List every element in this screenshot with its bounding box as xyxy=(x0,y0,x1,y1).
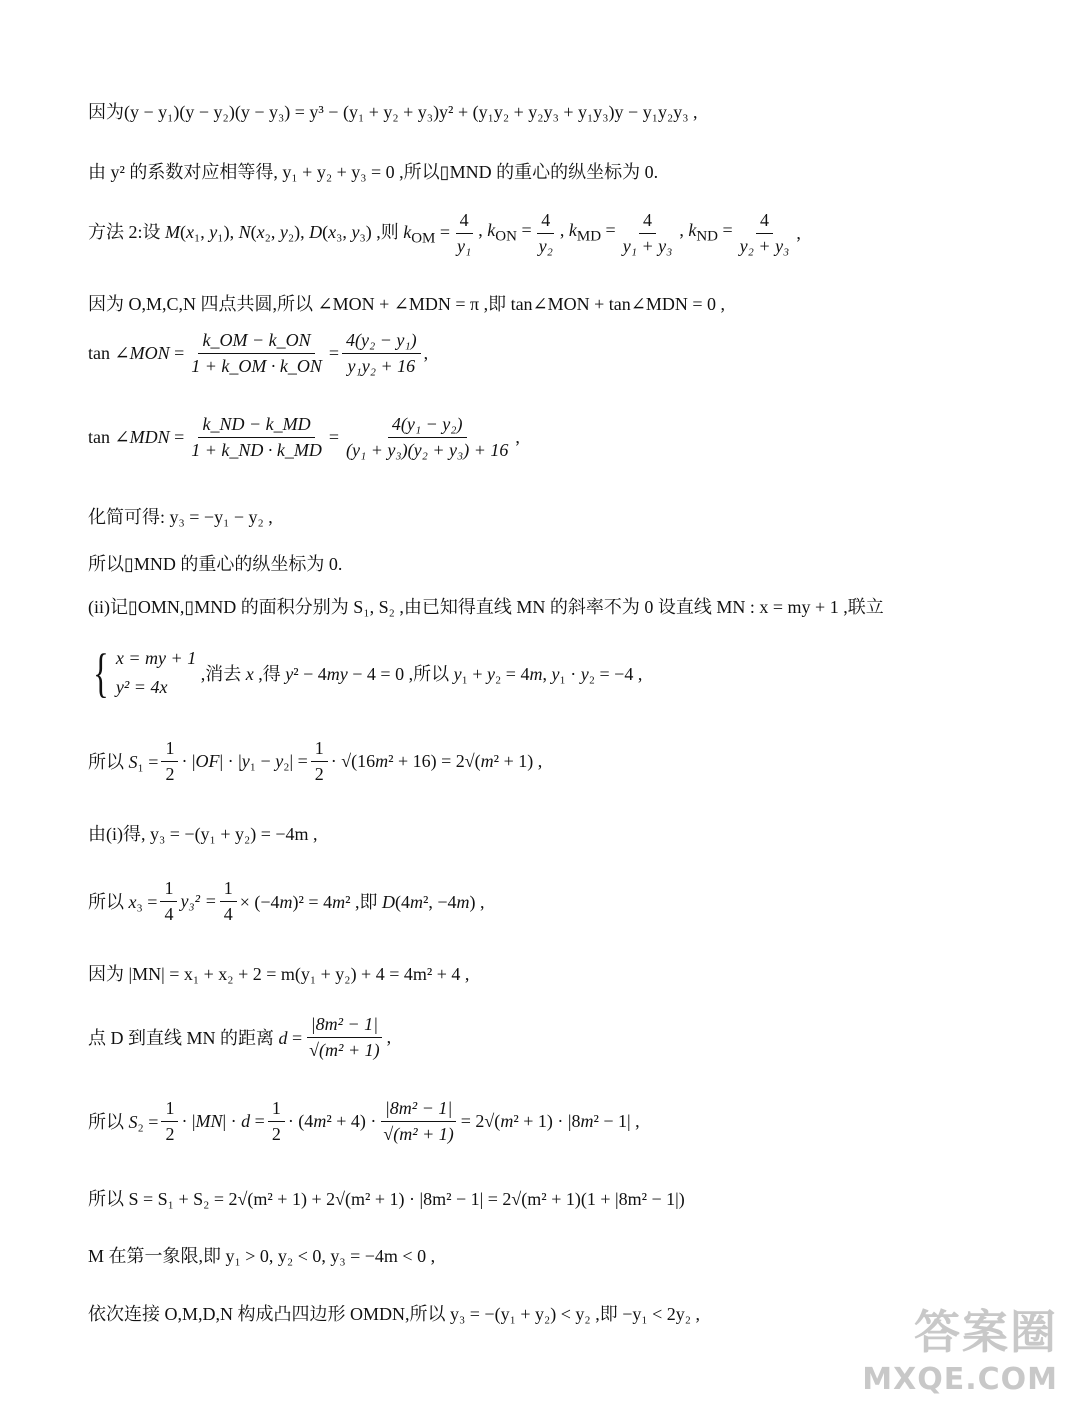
line-12-text: 由(i)得, y₃ = −(y₁ + y₂) = −4m , xyxy=(88,824,318,844)
frac-quarter-2-num: 1 xyxy=(220,878,237,902)
frac-tan-mon-2 xyxy=(342,330,421,376)
frac-half-3 xyxy=(161,1098,178,1144)
line-8-text: 所以▯MND 的重心的纵坐标为 0. xyxy=(88,554,343,574)
frac-kmd-num: 4 xyxy=(639,210,656,234)
frac-half-2-num: 1 xyxy=(311,738,328,762)
solution-line-9 xyxy=(88,593,884,619)
frac-knd-den: y₂ + y₃ xyxy=(739,235,790,256)
solution-line-1 xyxy=(88,98,698,124)
solution-line-6: tan ∠MDN = $\frac{k\_ND - k\_MD}{1 + k\_ND \cdot k\_MD}$ = $\frac{\text{4(y₁ − y₂)}}{\text{(y₁ + y₃)(y₂ + y₃) + 16}}$ , xyxy=(88,414,520,460)
line-19-text: 依次连接 O,M,D,N 构成凸四边形 OMDN,所以 y₃ = −(y₁ + y₂) < y₂ ,即 −y₁ < 2y₂ , xyxy=(88,1304,701,1324)
frac-kmd xyxy=(619,210,677,256)
frac-tan-mon-2-num: 4(y₂ − y₁) xyxy=(342,330,421,354)
frac-quarter-1 xyxy=(160,878,177,924)
system-rows xyxy=(116,644,196,702)
solution-line-12 xyxy=(88,820,318,846)
line-2-text: 由 y² 的系数对应相等得, y₁ + y₂ + y₃ = 0 ,所以▯MND 的重心的纵坐标为 0. xyxy=(88,162,659,182)
frac-half-4-num: 1 xyxy=(268,1098,285,1122)
frac-half-2-den: 2 xyxy=(314,763,324,784)
frac-kon-num: 4 xyxy=(537,210,554,234)
frac-tan-mdn-2-den: (y₁ + y₃)(y₂ + y₃) + 16 xyxy=(346,439,509,460)
frac-distance-den: √(m² + 1) xyxy=(309,1039,380,1060)
frac-tan-mon-1-den: 1 + k_OM · k_ON xyxy=(191,355,322,376)
frac-half-3-num: 1 xyxy=(161,1098,178,1122)
frac-distance xyxy=(305,1014,383,1060)
line-7-text: 化简可得: y₃ = −y₁ − y₂ , xyxy=(88,507,273,527)
system-row-2: y² = 4x xyxy=(115,676,168,697)
system-row-1: x = my + 1 xyxy=(115,648,197,668)
frac-kon xyxy=(535,210,557,256)
frac-half-4-den: 2 xyxy=(271,1123,281,1144)
solution-line-17 xyxy=(88,1185,685,1211)
frac-s2-den: √(m² + 1) xyxy=(383,1123,454,1144)
frac-s2-num: |8m² − 1| xyxy=(381,1098,456,1122)
frac-half-3-den: 2 xyxy=(165,1123,175,1144)
solution-line-16: 所以 S₂ = $\frac{1}{2}$ · |MN| · d = $\frac{1}{2}$ · (4m² + 4) · $\frac{\text{|8m² − 1|}}{\text{√(m² + 1)}}$ = 2√(m² + 1) · |8m² − 1| , xyxy=(88,1098,640,1144)
frac-knd-num: 4 xyxy=(756,210,773,234)
solution-line-19 xyxy=(88,1300,700,1326)
line-9-text: (ii)记▯OMN,▯MND 的面积分别为 S₁, S₂ ,由已知得直线 MN 的斜率不为 0 设直线 MN : x = my + 1 ,联立 xyxy=(88,597,884,617)
line-10-rest: ,消去 x ,得 y² − 4my − 4 = 0 ,所以 y₁ + y₂ = 4m, y₁ · y₂ = −4 , xyxy=(196,663,643,684)
frac-tan-mon-1-num: k_OM − k_ON xyxy=(198,330,314,354)
frac-tan-mon-1 xyxy=(187,330,326,376)
line-4-text: 因为 O,M,C,N 四点共圆,所以 ∠MON + ∠MDN = π ,即 tan∠MON + tan∠MDN = 0 , xyxy=(88,294,726,314)
frac-half-4 xyxy=(268,1098,285,1144)
watermark-logo-text: 答案圈 xyxy=(914,1305,1058,1359)
frac-half-1-num: 1 xyxy=(161,738,178,762)
solution-line-14 xyxy=(88,960,469,986)
line-14-text: 因为 |MN| = x₁ + x₂ + 2 = m(y₁ + y₂) + 4 = 4m² + 4 , xyxy=(88,964,470,984)
solution-line-11: 所以 S₁ = $\frac{1}{2}$ · |OF| · |y₁ − y₂| = $\frac{1}{2}$ · √(16m² + 16) = 2√(m² + 1) , xyxy=(88,738,543,784)
frac-quarter-1-num: 1 xyxy=(160,878,177,902)
solution-line-3: 方法 2:设 M(x₁, y₁), N(x₂, y₂), D(x₃, y₃) ,则 $k_{OM}$ = $\frac{4}{\text{y₁}}$ , $k_{ON}$ = $\frac{4}{\text{y₂}}$ , $k_{MD}$ = $\frac{4}{\text{y₁ + y₃}}$ , $k_{ND}$ = $\frac{4}{\text{y₂ + y₃}}$ , xyxy=(88,210,801,256)
line-17-text: 所以 S = S₁ + S₂ = 2√(m² + 1) + 2√(m² + 1) · |8m² − 1| = 2√(m² + 1)(1 + |8m² − 1|) xyxy=(88,1189,685,1209)
frac-kmd-den: y₁ + y₃ xyxy=(622,235,673,256)
solution-line-2 xyxy=(88,158,658,184)
frac-half-1 xyxy=(161,738,178,784)
frac-knd xyxy=(736,210,794,256)
frac-tan-mdn-1-num: k_ND − k_MD xyxy=(198,414,314,438)
solution-line-18 xyxy=(88,1242,435,1268)
frac-quarter-2 xyxy=(220,878,237,924)
frac-half-2 xyxy=(311,738,328,784)
watermark-domain: MXQE.COM xyxy=(862,1362,1058,1397)
solution-line-13: 所以 x₃ = $\frac{1}{4}$ y₃² = $\frac{1}{4}$ × (−4m)² = 4m² ,即 D(4m², −4m) , xyxy=(88,878,485,924)
frac-half-1-den: 2 xyxy=(165,763,175,784)
frac-quarter-2-den: 4 xyxy=(223,903,233,924)
frac-s2 xyxy=(379,1098,457,1144)
line-18-text: M 在第一象限,即 y₁ > 0, y₂ < 0, y₃ = −4m < 0 , xyxy=(88,1246,436,1266)
frac-tan-mdn-1 xyxy=(187,414,326,460)
frac-tan-mdn-2-num: 4(y₁ − y₂) xyxy=(388,414,467,438)
line-1-text: 因为(y − y₁)(y − y₂)(y − y₃) = y³ − (y₁ + y₂ + y₃)y² + (y₁y₂ + y₂y₃ + y₁y₃)y − y₁y₂y₃ , xyxy=(88,102,698,122)
watermark xyxy=(862,1296,1058,1397)
solution-line-4 xyxy=(88,290,725,316)
method2-prefix: 方法 2:设 M(x₁, y₁), N(x₂, y₂), D(x₃, y₃) ,则 $k_{OM}$ = xyxy=(88,222,451,247)
frac-tan-mdn-2 xyxy=(342,414,512,460)
frac-quarter-1-den: 4 xyxy=(164,903,174,924)
frac-kom xyxy=(453,210,475,256)
frac-tan-mon-2-den: y₁y₂ + 16 xyxy=(347,355,416,376)
frac-distance-num: |8m² − 1| xyxy=(307,1014,382,1038)
solution-line-7 xyxy=(88,503,273,529)
frac-tan-mdn-1-den: 1 + k_ND · k_MD xyxy=(191,439,322,460)
frac-kon-den: y₂ xyxy=(538,235,553,256)
solution-line-10 xyxy=(88,644,642,702)
solution-line-5: tan ∠MON = $\frac{k\_OM - k\_ON}{1 + k\_OM \cdot k\_ON}$ = $\frac{\text{4(y₂ − y₁)}}{\text{y₁y₂ + 16}}$ , xyxy=(88,330,429,376)
solution-line-8 xyxy=(88,550,342,576)
frac-kom-den: y₁ xyxy=(457,235,472,256)
frac-kom-num: 4 xyxy=(456,210,473,234)
solution-line-15: 点 D 到直线 MN 的距离 d = $\frac{\text{|8m² − 1|}}{\text{√(m² + 1)}}$ , xyxy=(88,1014,392,1060)
equation-system xyxy=(88,644,196,702)
left-brace: { xyxy=(93,642,109,703)
